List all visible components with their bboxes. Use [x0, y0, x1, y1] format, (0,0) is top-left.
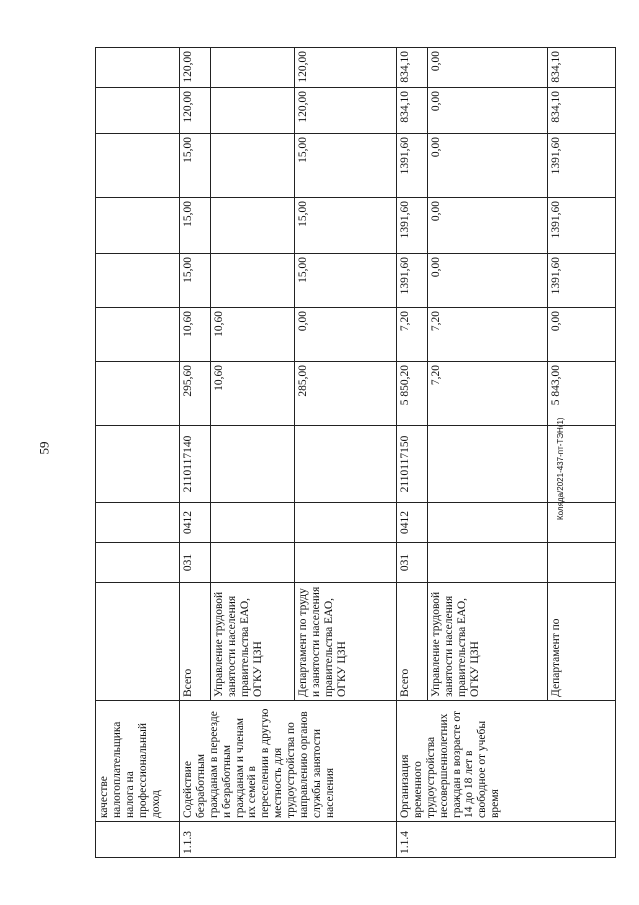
cell-value: 1391,60 — [548, 134, 616, 198]
cell-description: качестве налогоплательщика налога на профессиональный доход — [96, 701, 180, 822]
cell-value: 0,00 — [428, 48, 548, 88]
cell-value: 15,00 — [295, 134, 397, 198]
cell-value: 0,00 — [295, 308, 397, 362]
cell-value: 1391,60 — [548, 254, 616, 308]
cell-value: 0,00 — [428, 88, 548, 134]
cell-measure-name: Организация временного трудоустройства несовершеннолетних граждан в возрасте от 14 до 18 лет в свободное от учебы время — [397, 701, 616, 822]
rotated-table-container — [95, 48, 615, 858]
cell-value: 1391,60 — [397, 198, 428, 254]
cell-value: 15,00 — [295, 198, 397, 254]
cell-value: 1391,60 — [548, 198, 616, 254]
cell-code: 2110117150 — [397, 426, 428, 503]
cell-value: 120,00 — [295, 88, 397, 134]
budget-table — [95, 47, 616, 858]
cell-value: 15,00 — [180, 134, 211, 198]
cell-value: 295,60 — [180, 362, 211, 426]
cell-label: Управление трудовой занятости населения правительства ЕАО, ОГКУ ЦЗН — [428, 583, 548, 701]
cell-value: 5 843,00 — [548, 362, 616, 426]
cell-value: 7,20 — [397, 308, 428, 362]
cell-label: Департамент по труду и занятости населения правительства ЕАО, ОГКУ ЦЗН — [295, 583, 397, 701]
cell-code: 031 — [180, 543, 211, 583]
cell-value: 5 850,20 — [397, 362, 428, 426]
cell-value: 0,00 — [428, 134, 548, 198]
cell-label: Департамент по — [548, 583, 616, 701]
cell-value: 0,00 — [548, 308, 616, 362]
cell-value: 1391,60 — [397, 134, 428, 198]
table-row — [96, 48, 180, 858]
cell-value: 120,00 — [180, 88, 211, 134]
cell-value: 834,10 — [548, 48, 616, 88]
table-row — [397, 48, 428, 858]
cell-measure-name: Содействие безработным гражданам в переезде и безработным гражданам и членам их семей в переселении в другую местность для трудоустройства по направлению органов службы занятости населения — [180, 701, 397, 822]
cell-value: 15,00 — [180, 198, 211, 254]
cell-label: Управление трудовой занятости населения правительства ЕАО, ОГКУ ЦЗН — [211, 583, 295, 701]
cell-value: 285,00 — [295, 362, 397, 426]
page-number: 59 — [36, 441, 52, 455]
cell-value: 10,60 — [211, 308, 295, 362]
table-row — [180, 48, 211, 858]
cell-value: 15,00 — [295, 254, 397, 308]
cell-value: 0,00 — [428, 254, 548, 308]
cell-value: 7,20 — [428, 362, 548, 426]
cell-value: 10,60 — [180, 308, 211, 362]
cell-value: 834,10 — [548, 88, 616, 134]
cell-label: Всего — [180, 583, 211, 701]
cell-value: 120,00 — [180, 48, 211, 88]
cell-code: 0412 — [180, 503, 211, 543]
cell-value: 1391,60 — [397, 254, 428, 308]
cell-label: Всего — [397, 583, 428, 701]
cell-value: 7,20 — [428, 308, 548, 362]
cell-value: 120,00 — [295, 48, 397, 88]
cell-value: 15,00 — [180, 254, 211, 308]
document-stamp: Коляда/2021-437-пт-ТЭН(1) — [556, 417, 565, 520]
cell-number: 1.1.4 — [397, 822, 616, 858]
cell-value: 834,10 — [397, 88, 428, 134]
cell-code: 031 — [397, 543, 428, 583]
cell-code: 2110117140 — [180, 426, 211, 503]
cell-value: 10,60 — [211, 362, 295, 426]
cell-empty — [96, 822, 180, 858]
cell-value: 0,00 — [428, 198, 548, 254]
cell-number: 1.1.3 — [180, 822, 397, 858]
cell-value: 834,10 — [397, 48, 428, 88]
cell-code: 0412 — [397, 503, 428, 543]
